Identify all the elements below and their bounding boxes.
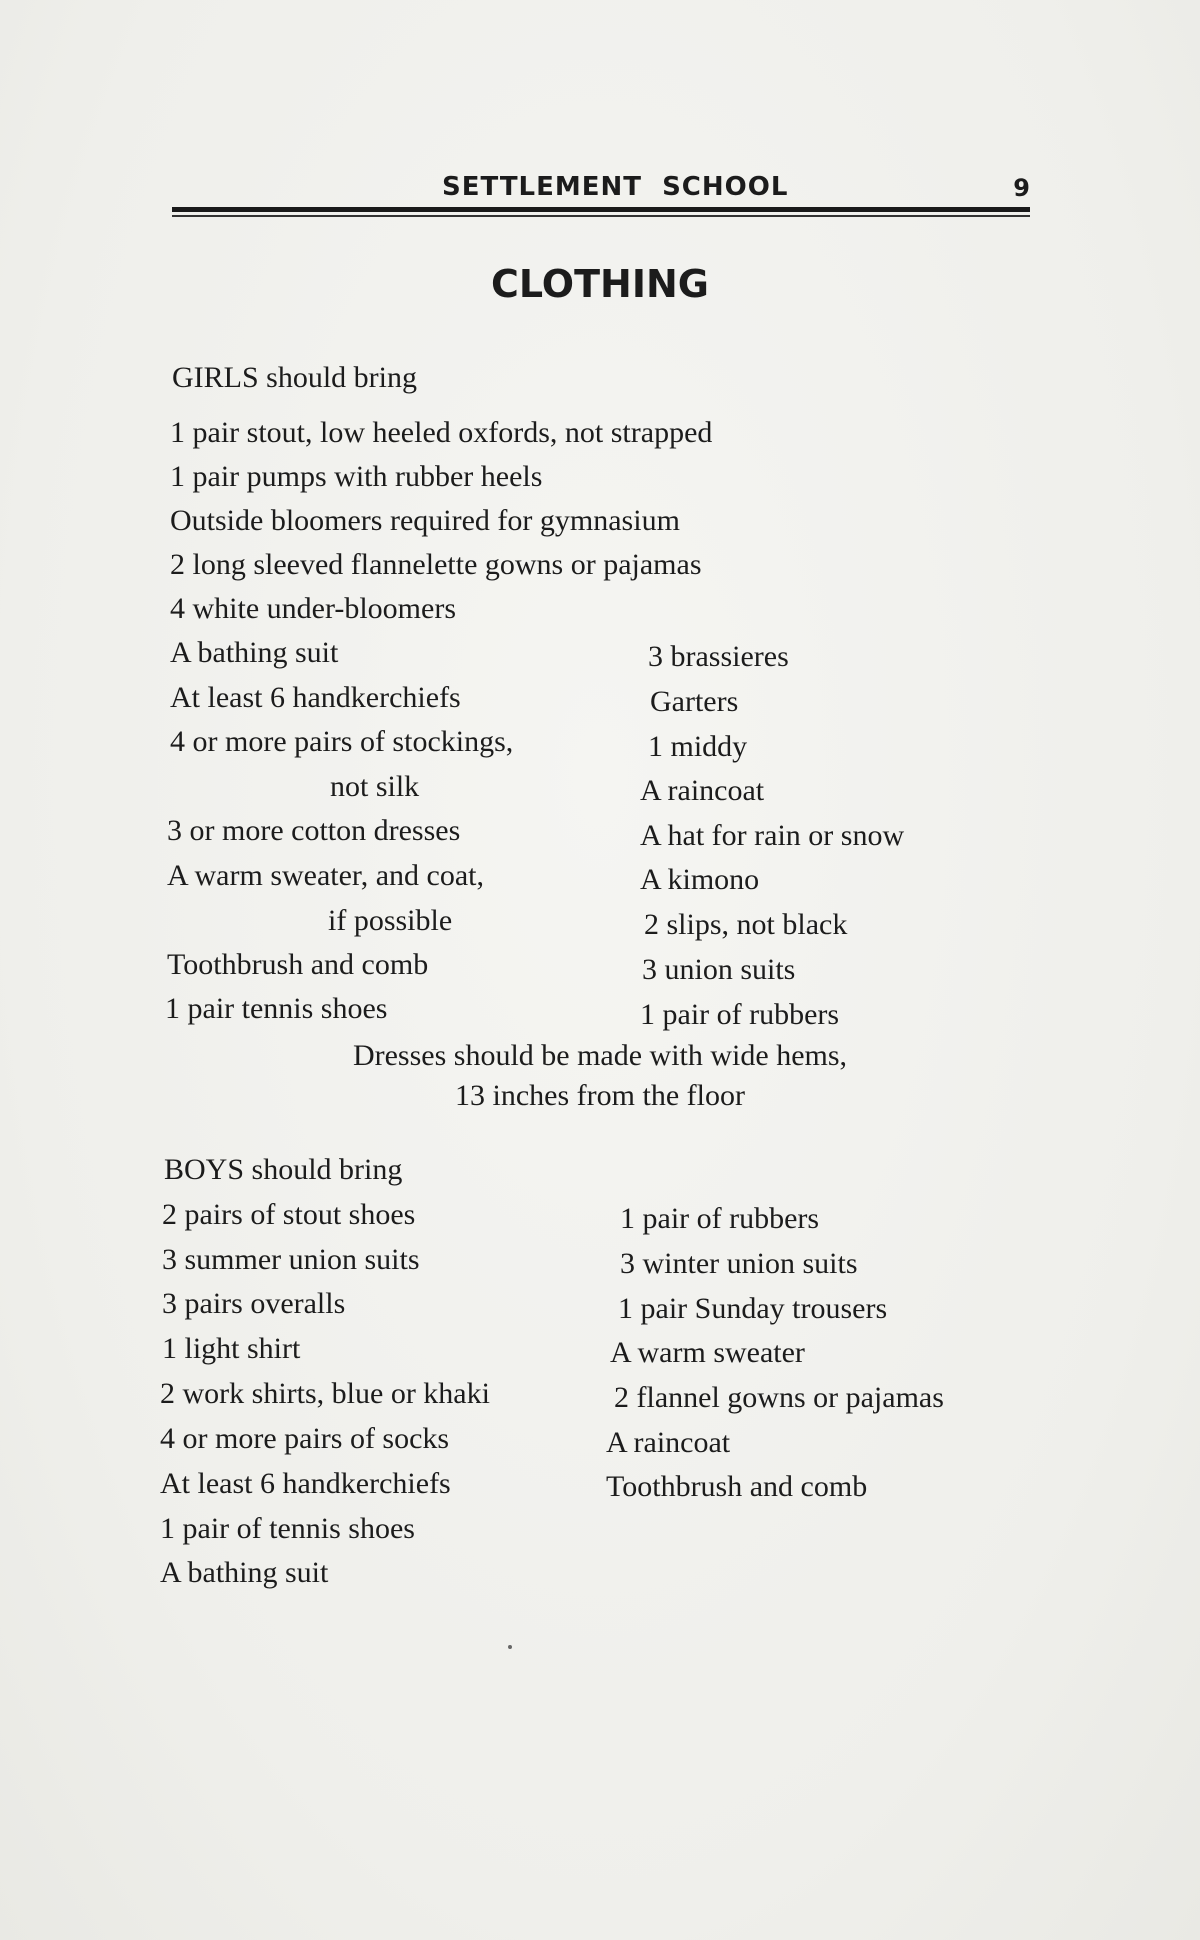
- header-rule: [172, 207, 1030, 212]
- girls-line: 1 pair stout, low heeled oxfords, not strapped: [170, 416, 713, 449]
- girls-left-item: A warm sweater, and coat,: [167, 859, 485, 892]
- boys-right-item: 3 winter union suits: [620, 1247, 858, 1280]
- girls-right-item: A raincoat: [640, 774, 765, 807]
- girls-right-item: 2 slips, not black: [644, 908, 848, 941]
- running-head: [172, 168, 1030, 208]
- girls-right-item: 3 union suits: [642, 953, 796, 986]
- boys-left-item: 1 pair of tennis shoes: [160, 1512, 415, 1545]
- girls-left-item: 3 or more cotton dresses: [167, 814, 461, 847]
- girls-right-item: A kimono: [640, 863, 760, 896]
- boys-right-item: 2 flannel gowns or pajamas: [614, 1381, 944, 1414]
- girls-line: 1 pair pumps with rubber heels: [170, 460, 543, 493]
- girls-right-item: 3 brassieres: [648, 640, 789, 673]
- boys-left-item: 2 work shirts, blue or khaki: [160, 1377, 490, 1410]
- girls-left-item: A bathing suit: [170, 636, 339, 669]
- boys-heading: BOYS should bring: [164, 1153, 403, 1186]
- boys-left-item: 3 pairs overalls: [162, 1287, 346, 1320]
- girls-line: Outside bloomers required for gymnasium: [170, 504, 680, 537]
- girls-right-item: Garters: [650, 685, 739, 718]
- girls-line: 2 long sleeved flannelette gowns or pajamas: [170, 548, 702, 581]
- girls-right-item: 1 pair of rubbers: [640, 998, 840, 1031]
- boys-left-item: 1 light shirt: [162, 1332, 301, 1365]
- girls-line: 4 white under-bloomers: [170, 592, 456, 625]
- girls-note-line: 13 inches from the floor: [455, 1079, 745, 1112]
- boys-right-item: A warm sweater: [610, 1336, 805, 1369]
- page-number: 9: [1013, 174, 1030, 202]
- boys-left-item: 3 summer union suits: [162, 1243, 420, 1276]
- girls-left-item: Toothbrush and comb: [167, 948, 429, 981]
- boys-left-item: At least 6 handkerchiefs: [160, 1467, 451, 1500]
- girls-heading: GIRLS should bring: [172, 361, 418, 394]
- boys-left-item: A bathing suit: [160, 1556, 329, 1589]
- paper-speck: [508, 1645, 512, 1649]
- girls-left-item: if possible: [328, 904, 453, 937]
- girls-right-item: A hat for rain or snow: [640, 819, 905, 852]
- boys-right-item: 1 pair Sunday trousers: [618, 1292, 888, 1325]
- girls-note-line: Dresses should be made with wide hems,: [352, 1039, 848, 1072]
- boys-right-item: A raincoat: [606, 1426, 731, 1459]
- boys-right-item: Toothbrush and comb: [606, 1470, 868, 1503]
- section-title: CLOTHING: [491, 262, 709, 306]
- girls-right-item: 1 middy: [648, 730, 748, 763]
- girls-left-item: At least 6 handkerchiefs: [170, 681, 461, 714]
- running-head-title: SETTLEMENT SCHOOL: [442, 172, 789, 202]
- header-rule-thin: [172, 215, 1030, 217]
- girls-left-item: 1 pair tennis shoes: [165, 992, 388, 1025]
- boys-left-item: 2 pairs of stout shoes: [162, 1198, 416, 1231]
- boys-right-item: 1 pair of rubbers: [620, 1202, 820, 1235]
- girls-left-item: 4 or more pairs of stockings,: [170, 725, 514, 758]
- girls-left-item: not silk: [330, 770, 420, 803]
- boys-left-item: 4 or more pairs of socks: [160, 1422, 450, 1455]
